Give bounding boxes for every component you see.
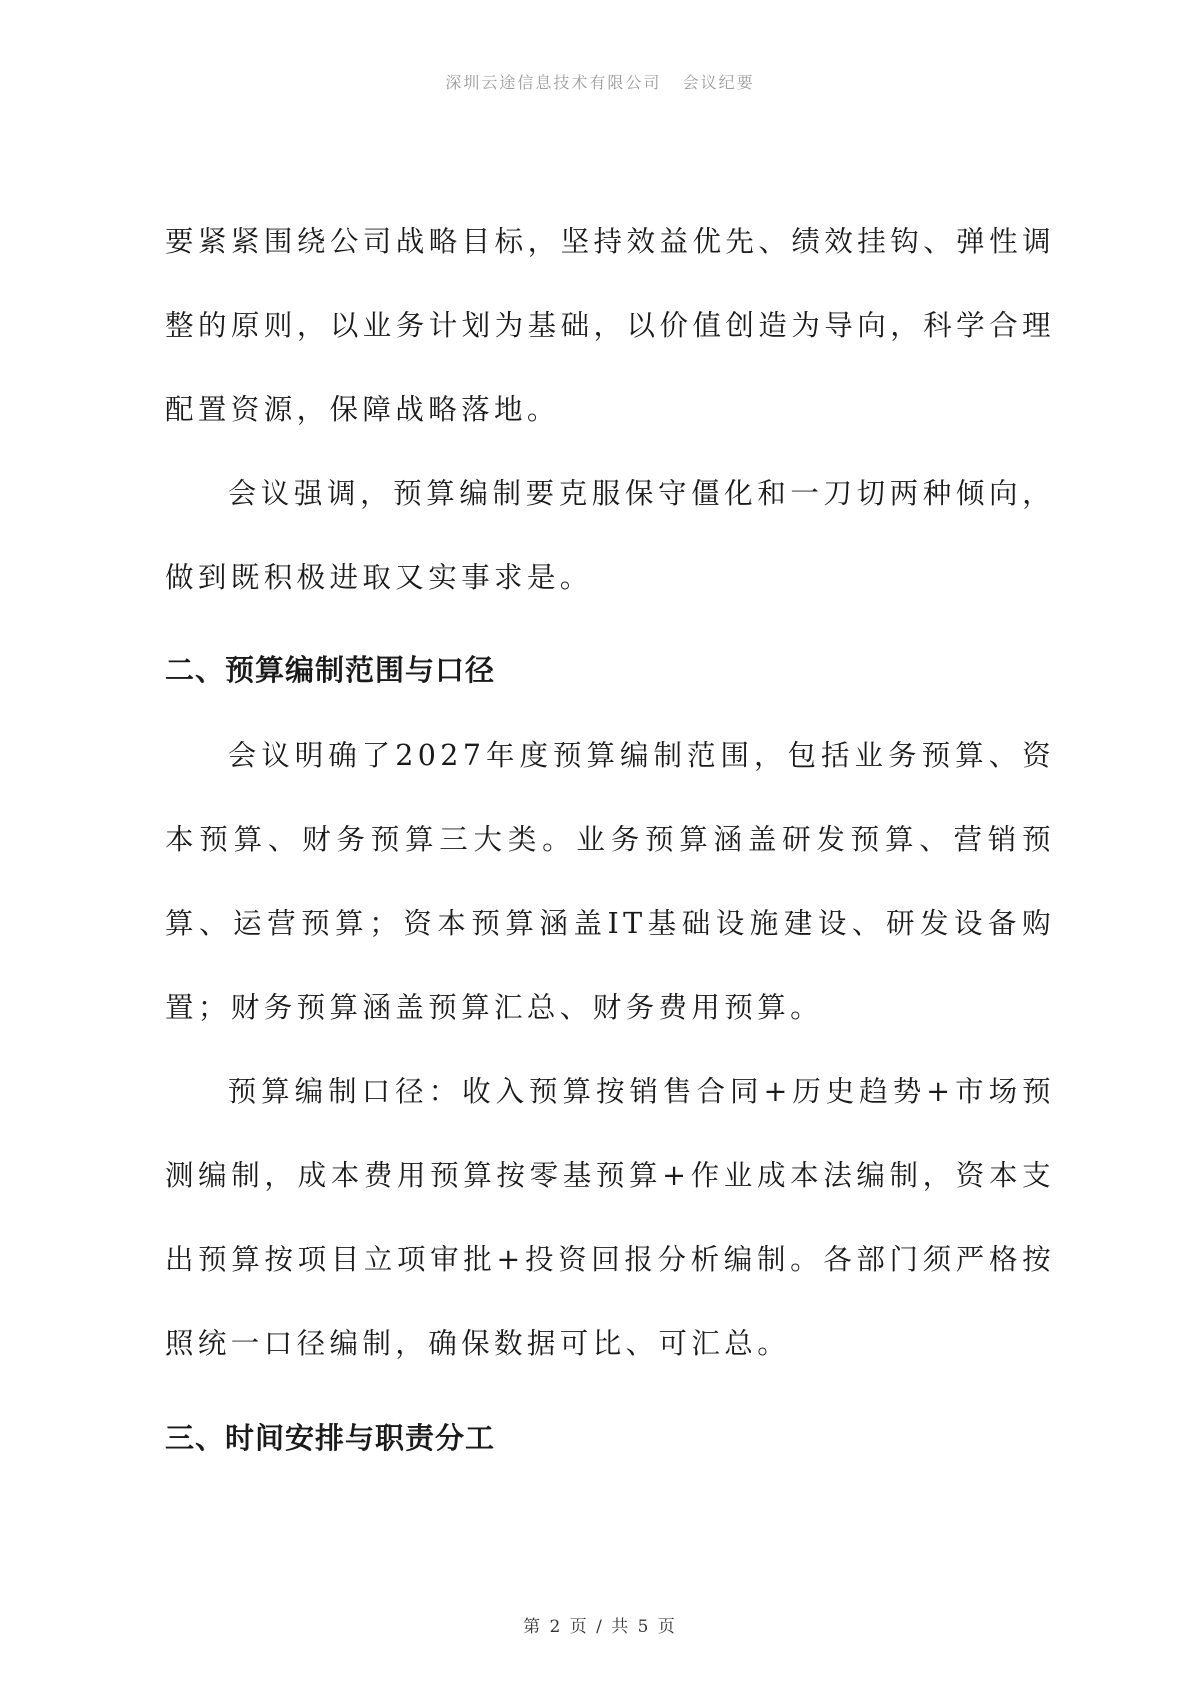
page-body: [165, 200, 1055, 1480]
page-number: 第 2 页 / 共 5 页: [523, 1617, 677, 1637]
page-header: 深圳云途信息技术有限公司 会议纪要: [445, 73, 755, 92]
paragraph-budget-scope: 会议明确了2027年度预算编制范围，包括业务预算、资本预算、财务预算三大类。业务预算涵盖研发预算、营销预算、运营预算；资本预算涵盖IT基础设施建设、研发设备购置；财务预算涵盖预算汇总、财务费用预算。: [165, 739, 1055, 1024]
paragraph-continuation: 要紧紧围绕公司战略目标，坚持效益优先、绩效挂钩、弹性调整的原则，以业务计划为基础，以价值创造为导向，科学合理配置资源，保障战略落地。: [165, 225, 1055, 426]
paragraph-budget-basis: 预算编制口径：收入预算按销售合同+历史趋势+市场预测编制，成本费用预算按零基预算+作业成本法编制，资本支出预算按项目立项审批+投资回报分析编制。各部门须严格按照统一口径编制，确保数据可比、可汇总。: [165, 1075, 1055, 1360]
section-heading-budget-scope: 二、预算编制范围与口径: [165, 653, 496, 687]
paragraph-emphasis: 会议强调，预算编制要克服保守僵化和一刀切两种倾向，做到既积极进取又实事求是。: [165, 477, 1055, 594]
section-heading-schedule: 三、时间安排与职责分工: [165, 1421, 496, 1455]
